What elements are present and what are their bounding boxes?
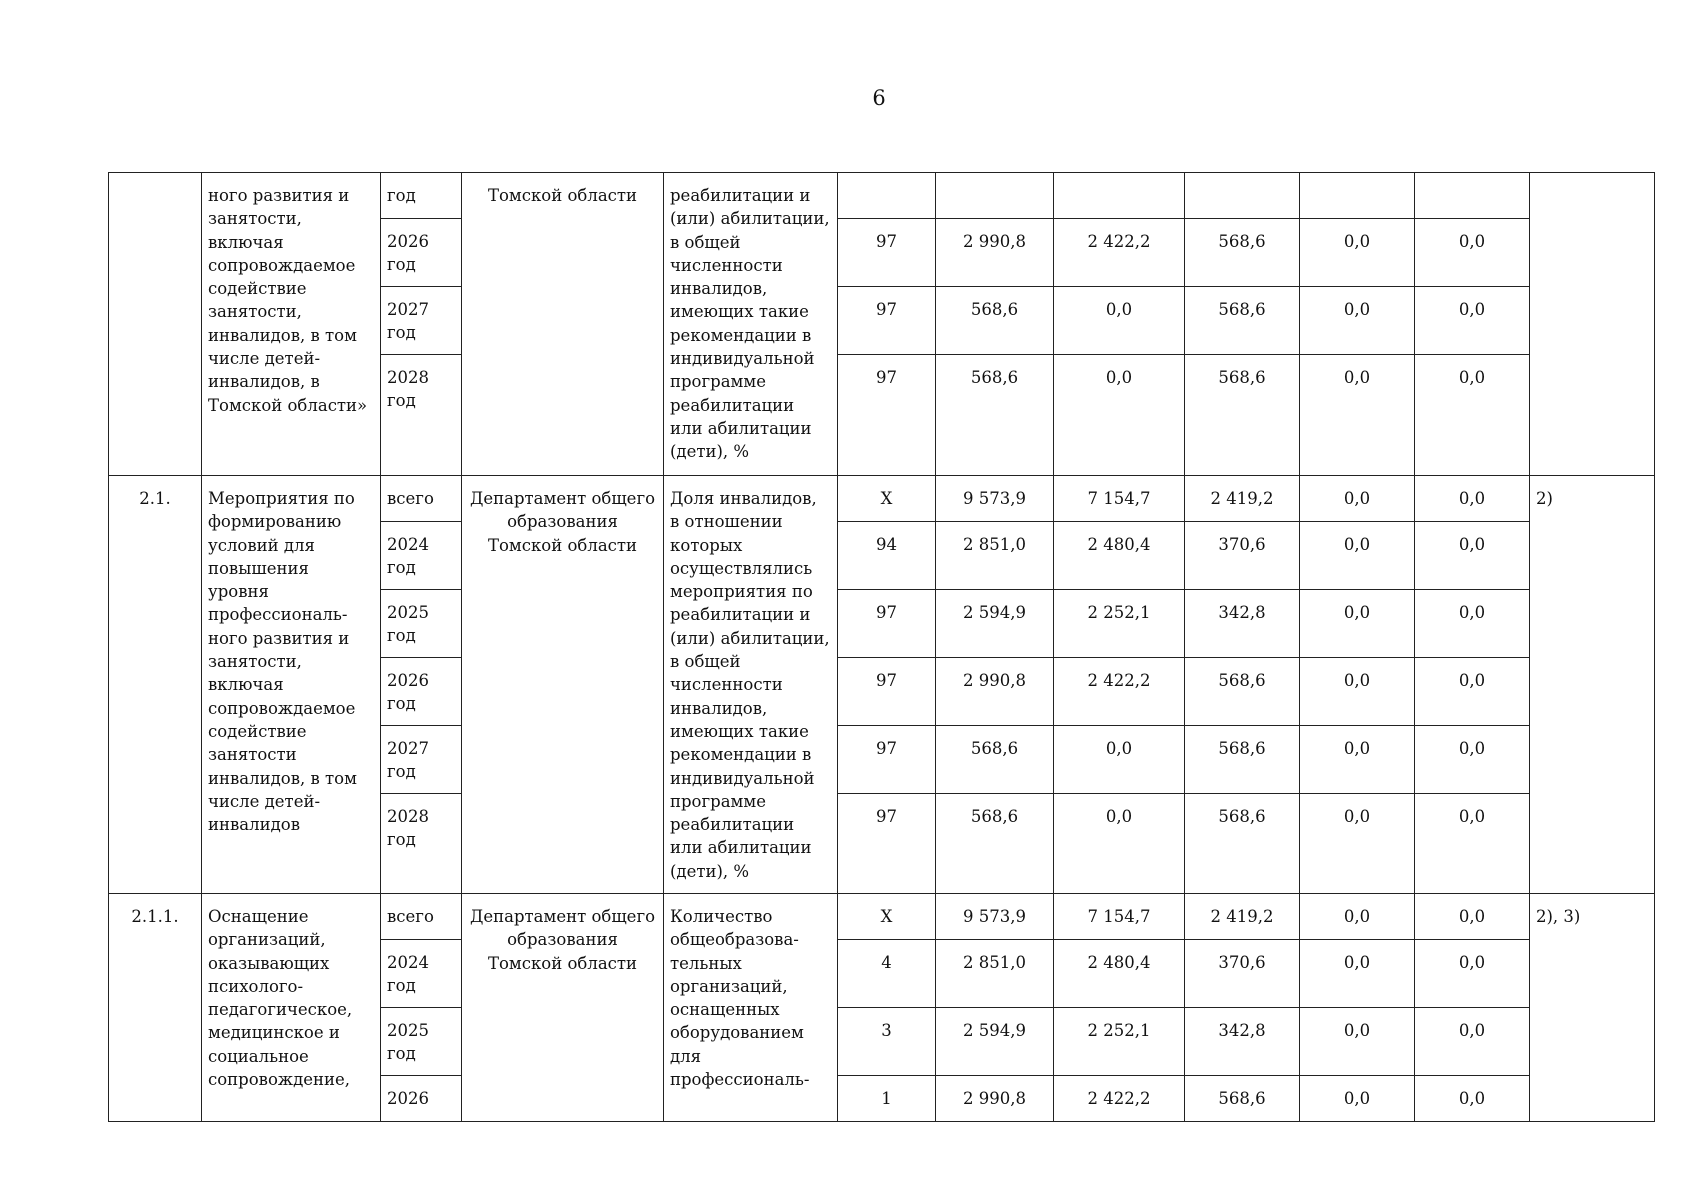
local-budget-cell: 0,0 — [1300, 940, 1415, 1008]
federal-budget-cell: 0,0 — [1054, 726, 1185, 794]
local-budget-cell: 0,0 — [1300, 287, 1415, 355]
year-cell: 2028 год — [381, 794, 462, 894]
extra-budget-cell: 0,0 — [1415, 894, 1530, 940]
table-row — [109, 476, 1655, 522]
extra-budget-cell: 0,0 — [1415, 287, 1530, 355]
local-budget-cell: 0,0 — [1300, 590, 1415, 658]
federal-budget-cell: 0,0 — [1054, 355, 1185, 476]
item-number-cell — [109, 173, 202, 476]
local-budget-cell — [1300, 173, 1415, 219]
federal-budget-cell: 7 154,7 — [1054, 894, 1185, 940]
total-funding-cell: 568,6 — [936, 794, 1054, 894]
regional-budget-cell: 568,6 — [1185, 726, 1300, 794]
regional-budget-cell: 342,8 — [1185, 590, 1300, 658]
year-cell: 2026 год — [381, 219, 462, 287]
regional-budget-cell: 568,6 — [1185, 794, 1300, 894]
year-cell: 2028 год — [381, 355, 462, 476]
extra-budget-cell: 0,0 — [1415, 1076, 1530, 1122]
table-row — [109, 173, 1655, 219]
indicator-value-cell: 97 — [838, 219, 936, 287]
total-funding-cell: 2 851,0 — [936, 522, 1054, 590]
total-funding-cell: 2 990,8 — [936, 219, 1054, 287]
total-funding-cell: 9 573,9 — [936, 476, 1054, 522]
federal-budget-cell: 2 422,2 — [1054, 219, 1185, 287]
item-name-cell: Мероприятия по формированию условий для повышения уровня профессиональ-ного развития и занятости, включая сопровождаемое содействие занятости инвалидов, в том числе детей-инвалидов — [202, 476, 381, 894]
local-budget-cell: 0,0 — [1300, 355, 1415, 476]
federal-budget-cell: 2 252,1 — [1054, 590, 1185, 658]
regional-budget-cell — [1185, 173, 1300, 219]
local-budget-cell: 0,0 — [1300, 522, 1415, 590]
local-budget-cell: 0,0 — [1300, 658, 1415, 726]
indicator-value-cell: 1 — [838, 1076, 936, 1122]
item-number-cell: 2.1. — [109, 476, 202, 894]
year-cell: 2024 год — [381, 940, 462, 1008]
indicator-value-cell: 97 — [838, 726, 936, 794]
indicator-value-cell: 97 — [838, 355, 936, 476]
federal-budget-cell: 7 154,7 — [1054, 476, 1185, 522]
executor-cell: Томской области — [462, 173, 664, 476]
program-table — [108, 172, 1655, 1122]
regional-budget-cell: 342,8 — [1185, 1008, 1300, 1076]
indicator-value-cell: 4 — [838, 940, 936, 1008]
extra-budget-cell: 0,0 — [1415, 476, 1530, 522]
extra-budget-cell: 0,0 — [1415, 658, 1530, 726]
item-name-cell: Оснащение организаций, оказывающих психолого-педагогическое, медицинское и социальное сопровождение, — [202, 894, 381, 1122]
note-cell: 2), 3) — [1530, 894, 1655, 1122]
indicator-value-cell: 94 — [838, 522, 936, 590]
extra-budget-cell: 0,0 — [1415, 355, 1530, 476]
extra-budget-cell: 0,0 — [1415, 726, 1530, 794]
federal-budget-cell: 0,0 — [1054, 287, 1185, 355]
page-number: 6 — [872, 86, 886, 110]
local-budget-cell: 0,0 — [1300, 219, 1415, 287]
local-budget-cell: 0,0 — [1300, 476, 1415, 522]
item-number-cell: 2.1.1. — [109, 894, 202, 1122]
total-funding-cell: 2 990,8 — [936, 658, 1054, 726]
year-cell: 2026 год — [381, 658, 462, 726]
regional-budget-cell: 370,6 — [1185, 940, 1300, 1008]
regional-budget-cell: 2 419,2 — [1185, 894, 1300, 940]
extra-budget-cell — [1415, 173, 1530, 219]
indicator-value-cell: 3 — [838, 1008, 936, 1076]
extra-budget-cell: 0,0 — [1415, 219, 1530, 287]
extra-budget-cell: 0,0 — [1415, 590, 1530, 658]
local-budget-cell: 0,0 — [1300, 1076, 1415, 1122]
total-funding-cell — [936, 173, 1054, 219]
indicator-value-cell — [838, 173, 936, 219]
year-cell: 2024 год — [381, 522, 462, 590]
year-cell: 2027 год — [381, 287, 462, 355]
indicator-value-cell: 97 — [838, 794, 936, 894]
regional-budget-cell: 370,6 — [1185, 522, 1300, 590]
regional-budget-cell: 568,6 — [1185, 287, 1300, 355]
indicator-cell: Доля инвалидов, в отношении которых осуществлялись мероприятия по реабилитации и (или) абилитации, в общей численности инвалидов, имеющих такие рекомендации в индивидуальной программе реабилитации или абилитации (дети), % — [664, 476, 838, 894]
regional-budget-cell: 568,6 — [1185, 219, 1300, 287]
year-cell: всего — [381, 894, 462, 940]
regional-budget-cell: 568,6 — [1185, 355, 1300, 476]
federal-budget-cell: 2 252,1 — [1054, 1008, 1185, 1076]
federal-budget-cell — [1054, 173, 1185, 219]
total-funding-cell: 2 851,0 — [936, 940, 1054, 1008]
extra-budget-cell: 0,0 — [1415, 940, 1530, 1008]
federal-budget-cell: 2 480,4 — [1054, 522, 1185, 590]
indicator-value-cell: X — [838, 894, 936, 940]
federal-budget-cell: 2 480,4 — [1054, 940, 1185, 1008]
total-funding-cell: 2 990,8 — [936, 1076, 1054, 1122]
indicator-value-cell: 97 — [838, 658, 936, 726]
total-funding-cell: 2 594,9 — [936, 590, 1054, 658]
extra-budget-cell: 0,0 — [1415, 522, 1530, 590]
executor-cell: Департамент общего образования Томской области — [462, 894, 664, 1122]
indicator-value-cell: X — [838, 476, 936, 522]
extra-budget-cell: 0,0 — [1415, 794, 1530, 894]
year-cell: год — [381, 173, 462, 219]
extra-budget-cell: 0,0 — [1415, 1008, 1530, 1076]
table-row — [109, 894, 1655, 940]
local-budget-cell: 0,0 — [1300, 894, 1415, 940]
local-budget-cell: 0,0 — [1300, 794, 1415, 894]
total-funding-cell: 568,6 — [936, 355, 1054, 476]
regional-budget-cell: 2 419,2 — [1185, 476, 1300, 522]
year-cell: 2026 — [381, 1076, 462, 1122]
federal-budget-cell: 2 422,2 — [1054, 1076, 1185, 1122]
year-cell: всего — [381, 476, 462, 522]
regional-budget-cell: 568,6 — [1185, 1076, 1300, 1122]
note-cell — [1530, 173, 1655, 476]
total-funding-cell: 9 573,9 — [936, 894, 1054, 940]
total-funding-cell: 568,6 — [936, 726, 1054, 794]
total-funding-cell: 2 594,9 — [936, 1008, 1054, 1076]
indicator-value-cell: 97 — [838, 590, 936, 658]
note-cell: 2) — [1530, 476, 1655, 894]
local-budget-cell: 0,0 — [1300, 1008, 1415, 1076]
regional-budget-cell: 568,6 — [1185, 658, 1300, 726]
year-cell: 2025 год — [381, 590, 462, 658]
item-name-cell: ного развития и занятости, включая сопровождаемое содействие занятости, инвалидов, в том числе детей-инвалидов, в Томской области» — [202, 173, 381, 476]
year-cell: 2027 год — [381, 726, 462, 794]
federal-budget-cell: 2 422,2 — [1054, 658, 1185, 726]
executor-cell: Департамент общего образования Томской области — [462, 476, 664, 894]
total-funding-cell: 568,6 — [936, 287, 1054, 355]
federal-budget-cell: 0,0 — [1054, 794, 1185, 894]
indicator-cell: Количество общеобразова-тельных организаций, оснащенных оборудованием для профессиональ- — [664, 894, 838, 1122]
indicator-value-cell: 97 — [838, 287, 936, 355]
indicator-cell: реабилитации и (или) абилитации, в общей численности инвалидов, имеющих такие рекомендации в индивидуальной программе реабилитации или абилитации (дети), % — [664, 173, 838, 476]
year-cell: 2025 год — [381, 1008, 462, 1076]
local-budget-cell: 0,0 — [1300, 726, 1415, 794]
